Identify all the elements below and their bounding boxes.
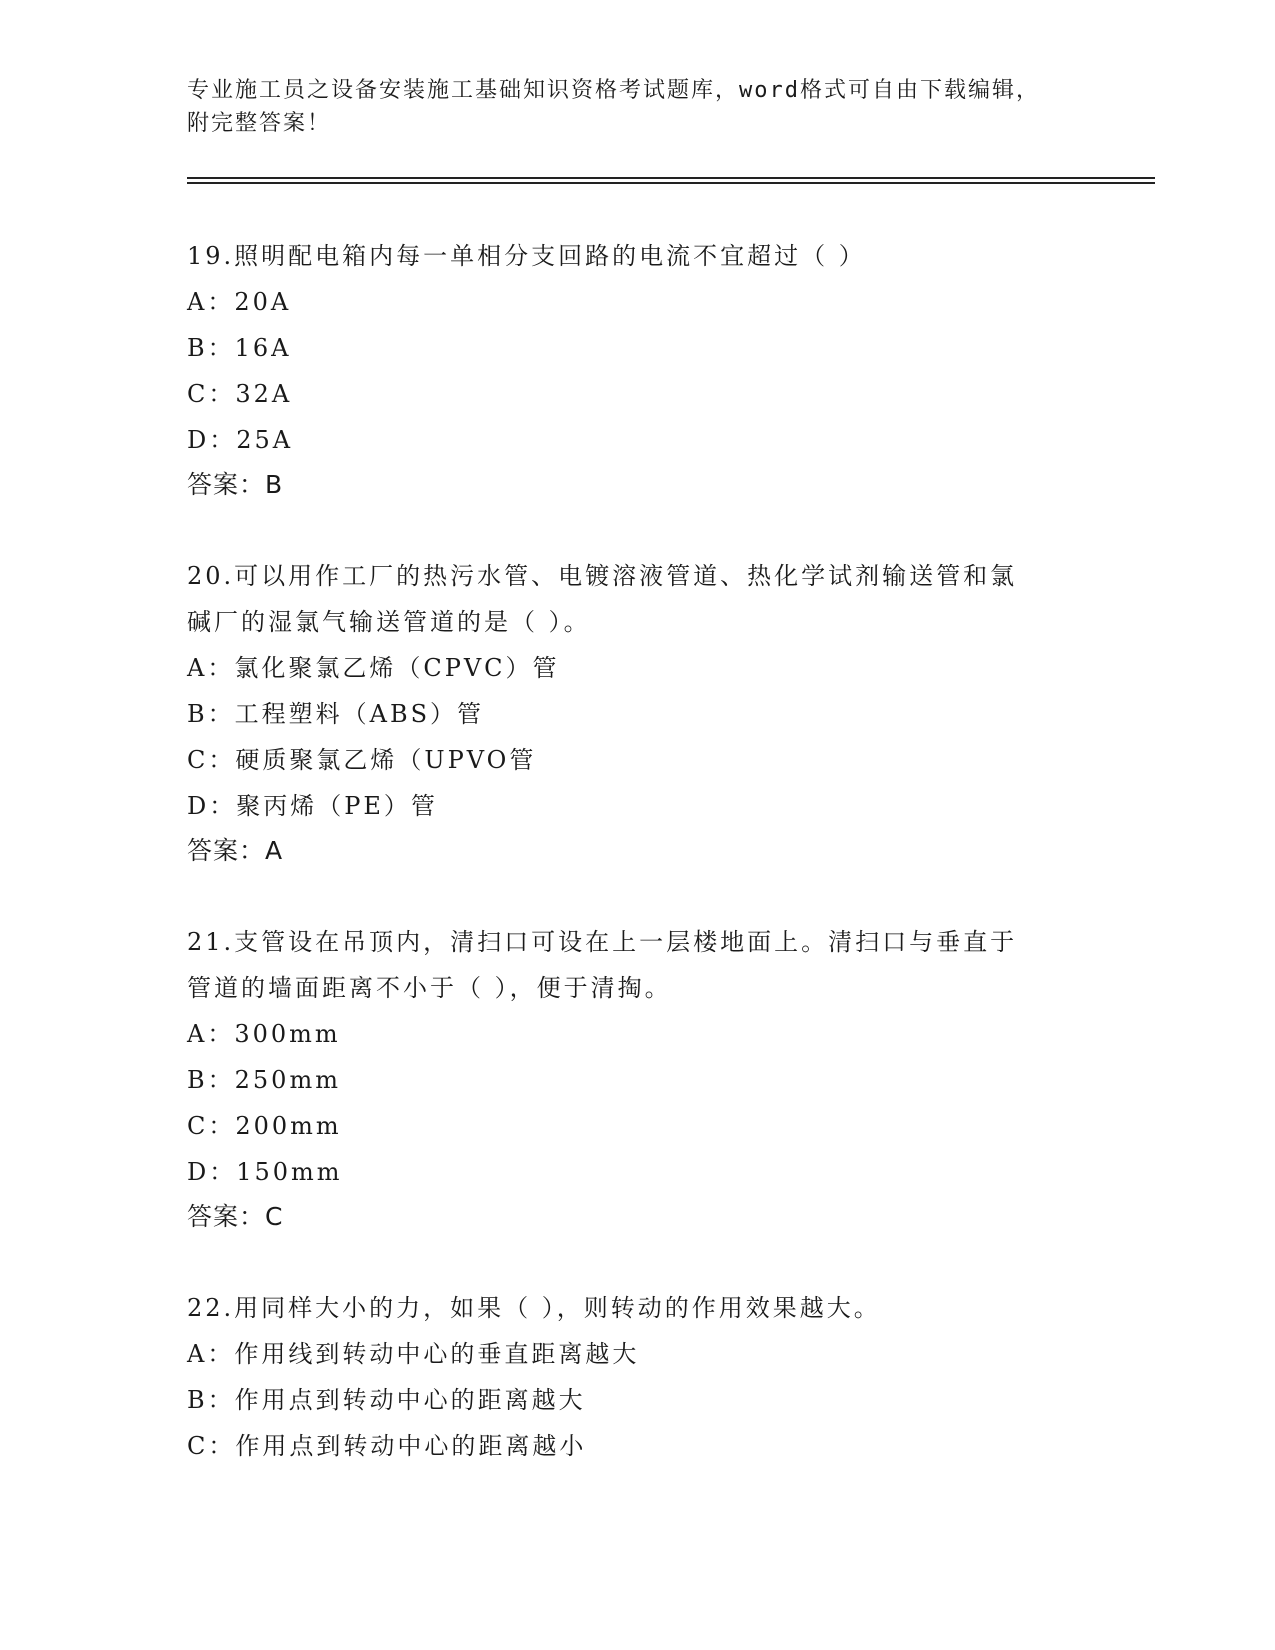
question-stem: 21.支管设在吊顶内，清扫口可设在上一层楼地面上。清扫口与垂直于 bbox=[187, 928, 1018, 956]
option-b: B：工程塑料（ABS）管 bbox=[187, 700, 485, 728]
answer-line: 答案：C bbox=[187, 1202, 284, 1231]
header-divider-top bbox=[187, 177, 1155, 179]
option-d: D：聚丙烯（PE）管 bbox=[187, 792, 438, 820]
header-title-line-2: 附完整答案！ bbox=[187, 111, 332, 136]
option-b: B：作用点到转动中心的距离越大 bbox=[187, 1386, 586, 1414]
answer-line: 答案：B bbox=[187, 470, 284, 499]
header-title-line-1: 专业施工员之设备安装施工基础知识资格考试题库，word格式可自由下载编辑， bbox=[187, 78, 1040, 103]
answer-line: 答案：A bbox=[187, 836, 284, 865]
option-c: C：硬质聚氯乙烯（UPVO管 bbox=[187, 746, 537, 774]
question-stem-continued: 碱厂的湿氯气输送管道的是（ ）。 bbox=[187, 608, 591, 636]
question-20 bbox=[187, 553, 1087, 873]
question-21 bbox=[187, 919, 1087, 1239]
question-stem: 22.用同样大小的力，如果（ ），则转动的作用效果越大。 bbox=[187, 1294, 881, 1322]
option-c: C：200mm bbox=[187, 1112, 342, 1140]
question-stem: 19.照明配电箱内每一单相分支回路的电流不宜超过（ ） bbox=[187, 242, 866, 270]
option-a: A：300mm bbox=[187, 1020, 341, 1048]
question-22 bbox=[187, 1285, 1087, 1469]
option-d: D：150mm bbox=[187, 1158, 343, 1186]
option-a: A：作用线到转动中心的垂直距离越大 bbox=[187, 1340, 640, 1368]
option-c: C：作用点到转动中心的距离越小 bbox=[187, 1432, 587, 1460]
header-divider-bottom bbox=[187, 182, 1155, 184]
option-b: B：16A bbox=[187, 334, 292, 362]
option-a: A：氯化聚氯乙烯（CPVC）管 bbox=[187, 654, 560, 682]
question-stem-continued: 管道的墙面距离不小于（ ），便于清掏。 bbox=[187, 974, 672, 1002]
option-a: A：20A bbox=[187, 288, 292, 316]
question-stem: 20.可以用作工厂的热污水管、电镀溶液管道、热化学试剂输送管和氯 bbox=[187, 562, 1018, 590]
option-b: B：250mm bbox=[187, 1066, 341, 1094]
option-c: C：32A bbox=[187, 380, 293, 408]
document-header bbox=[187, 74, 1087, 140]
question-19 bbox=[187, 233, 1087, 507]
option-d: D：25A bbox=[187, 426, 294, 454]
